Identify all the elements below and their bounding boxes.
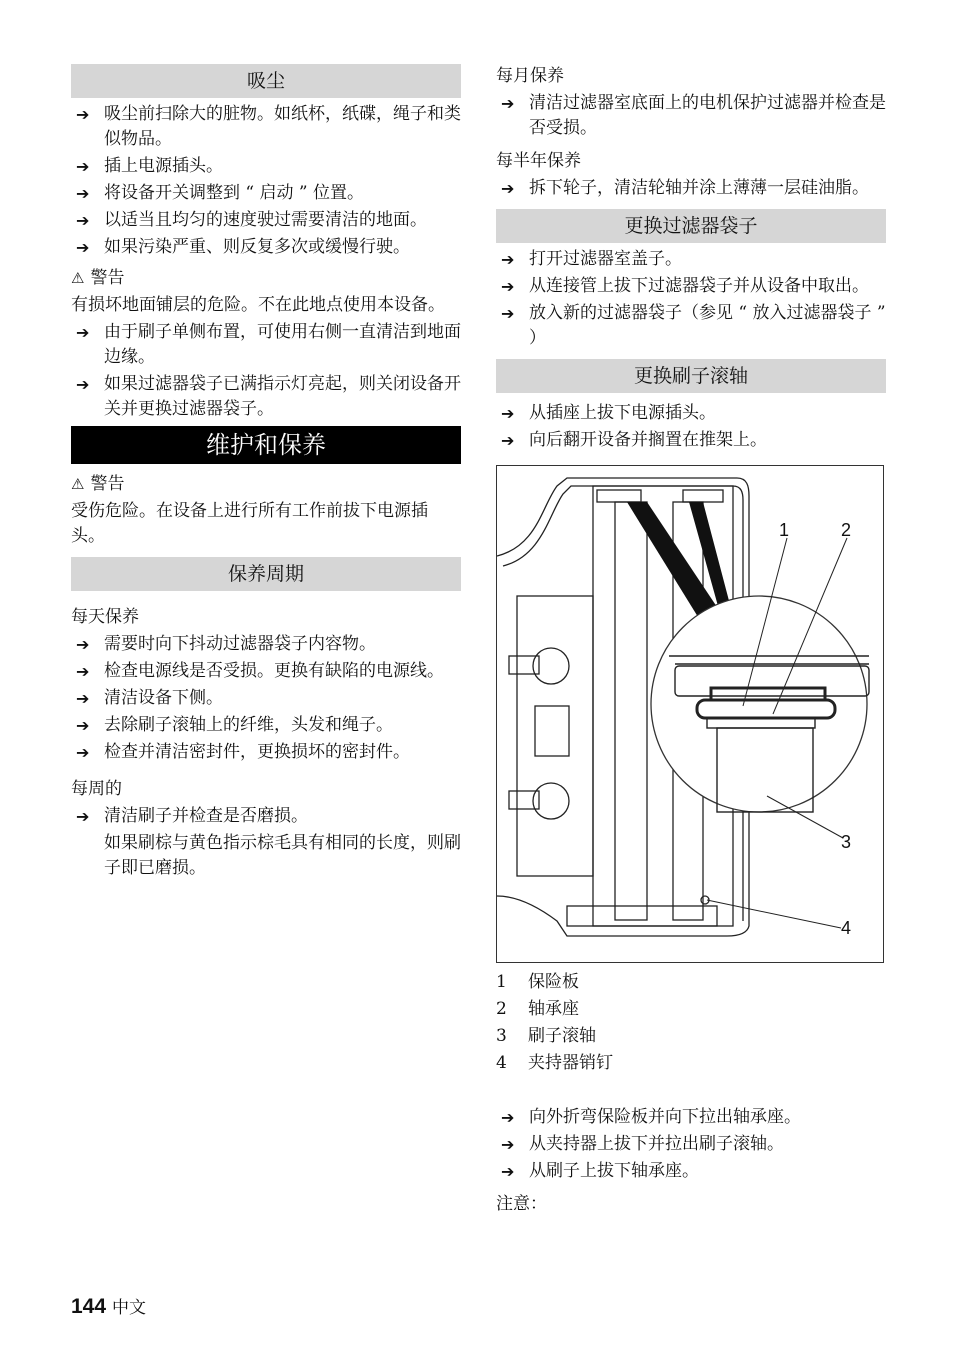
list-item: ➔ 从刷子上拔下轴承座。 xyxy=(496,1159,886,1184)
warning-2: ⚠ 警告 xyxy=(71,474,125,494)
list-item: ➔ 向外折弯保险板并向下拉出轴承座。 xyxy=(496,1105,886,1130)
warning-1: ⚠ 警告 xyxy=(71,268,125,288)
arrow-icon: ➔ xyxy=(501,250,515,269)
arrow-icon: ➔ xyxy=(76,807,90,826)
arrow-icon: ➔ xyxy=(76,211,90,230)
arrow-icon: ➔ xyxy=(76,689,90,708)
legend-item: 1 保险板 xyxy=(496,972,579,992)
arrow-icon: ➔ xyxy=(76,743,90,762)
section-header-roller: 更换刷子滚轴 xyxy=(496,359,886,393)
warning-icon: ⚠ xyxy=(71,269,85,287)
arrow-icon: ➔ xyxy=(501,277,515,296)
legend-item: 3 刷子滚轴 xyxy=(496,1026,596,1046)
arrow-icon: ➔ xyxy=(76,375,90,394)
arrow-icon: ➔ xyxy=(76,105,90,124)
arrow-icon: ➔ xyxy=(501,1135,515,1154)
callout-2: 2 xyxy=(841,520,852,540)
vacuum-list-2 xyxy=(71,320,461,422)
list-item: ➔ 吸尘前扫除大的脏物。如纸杯，纸碟，绳子和类似物品。 xyxy=(76,104,461,149)
halfyear-label: 每半年保养 xyxy=(496,151,581,171)
filter-list xyxy=(496,247,886,351)
roller-diagram xyxy=(497,466,883,962)
roller-list xyxy=(496,401,886,453)
monthly-item: ➔ 清洁过滤器室底面上的电机保护过滤器并检查是否受损。 xyxy=(501,93,886,138)
arrow-icon: ➔ xyxy=(76,157,90,176)
arrow-icon: ➔ xyxy=(501,304,515,323)
arrow-icon: ➔ xyxy=(76,238,90,257)
arrow-icon: ➔ xyxy=(76,184,90,203)
halfyear-item: ➔ 拆下轮子，清洁轮轴并涂上薄薄一层硅油脂。 xyxy=(496,176,886,201)
weekly-note: 如果刷棕与黄色指示棕毛具有相同的长度，则刷子即已磨损。 xyxy=(104,833,461,878)
list-item: ➔ 从连接管上拔下过滤器袋子并从设备中取出。 xyxy=(496,274,886,299)
callout-4: 4 xyxy=(841,918,852,938)
warning-1-text: 有损坏地面铺层的危险。不在此地点使用本设备。 xyxy=(71,295,445,315)
weekly-label: 每周的 xyxy=(71,779,122,799)
page-footer xyxy=(71,1293,146,1319)
note-label: 注意： xyxy=(496,1194,547,1214)
list-item: ➔ 检查电源线是否受损。更换有缺陷的电源线。 xyxy=(71,659,461,684)
legend-item: 4 夹持器销钉 xyxy=(496,1053,613,1073)
list-item: ➔ 检查并清洁密封件，更换损坏的密封件。 xyxy=(71,740,461,765)
list-item: ➔ 从插座上拔下电源插头。 xyxy=(496,401,886,426)
section-header-vacuum: 吸尘 xyxy=(71,64,461,98)
arrow-icon: ➔ xyxy=(501,431,515,450)
arrow-icon: ➔ xyxy=(501,179,515,198)
list-item: ➔ 以适当且均匀的速度驶过需要清洁的地面。 xyxy=(71,208,461,233)
callout-3: 3 xyxy=(841,832,852,852)
list-item: ➔ 如果过滤器袋子已满指示灯亮起，则关闭设备开关并更换过滤器袋子。 xyxy=(76,374,461,419)
list-item: ➔ 由于刷子单侧布置，可使用右侧一直清洁到地面边缘。 xyxy=(76,322,461,367)
arrow-icon: ➔ xyxy=(501,94,515,113)
daily-label: 每天保养 xyxy=(71,607,139,627)
section-header-filter: 更换过滤器袋子 xyxy=(496,209,886,243)
figure-legend xyxy=(496,969,886,1077)
arrow-icon: ➔ xyxy=(76,716,90,735)
monthly-label: 每月保养 xyxy=(496,66,564,86)
list-item: ➔ 从夹持器上拔下并拉出刷子滚轴。 xyxy=(496,1132,886,1157)
list-item: ➔ 需要时向下抖动过滤器袋子内容物。 xyxy=(71,632,461,657)
roller-list-2 xyxy=(496,1105,886,1184)
page-number: 144 xyxy=(71,1295,107,1318)
arrow-icon: ➔ xyxy=(76,662,90,681)
callout-1: 1 xyxy=(779,520,790,540)
weekly-item: ➔ 清洁刷子并检查是否磨损。 xyxy=(71,804,461,829)
list-item: ➔ 去除刷子滚轴上的纤维，头发和绳子。 xyxy=(71,713,461,738)
arrow-icon: ➔ xyxy=(501,404,515,423)
list-item: ➔ 清洁设备下侧。 xyxy=(71,686,461,711)
list-item: ➔ 插上电源插头。 xyxy=(71,154,461,179)
warning-icon: ⚠ xyxy=(71,475,85,493)
arrow-icon: ➔ xyxy=(501,1108,515,1127)
left-column xyxy=(71,64,461,883)
section-header-maintenance: 维护和保养 xyxy=(71,426,461,464)
right-column xyxy=(496,64,886,1219)
list-item: ➔ 如果污染严重、则反复多次或缓慢行驶。 xyxy=(71,235,461,260)
language-label: 中文 xyxy=(112,1298,147,1318)
arrow-icon: ➔ xyxy=(501,1162,515,1181)
list-item: ➔ 将设备开关调整到 “ 启动 ” 位置。 xyxy=(71,181,461,206)
vacuum-list xyxy=(71,102,461,260)
list-item: ➔ 打开过滤器室盖子。 xyxy=(496,247,886,272)
arrow-icon: ➔ xyxy=(76,323,90,342)
legend-item: 2 轴承座 xyxy=(496,999,579,1019)
arrow-icon: ➔ xyxy=(76,635,90,654)
daily-list xyxy=(71,632,461,765)
list-item: ➔ 放入新的过滤器袋子（参见 “ 放入过滤器袋子 ” ） xyxy=(501,303,886,348)
list-item: ➔ 向后翻开设备并搁置在推架上。 xyxy=(496,428,886,453)
roller-figure xyxy=(496,465,884,963)
warning-2-text: 受伤危险。在设备上进行所有工作前拔下电源插头。 xyxy=(71,501,428,546)
section-header-interval: 保养周期 xyxy=(71,557,461,591)
